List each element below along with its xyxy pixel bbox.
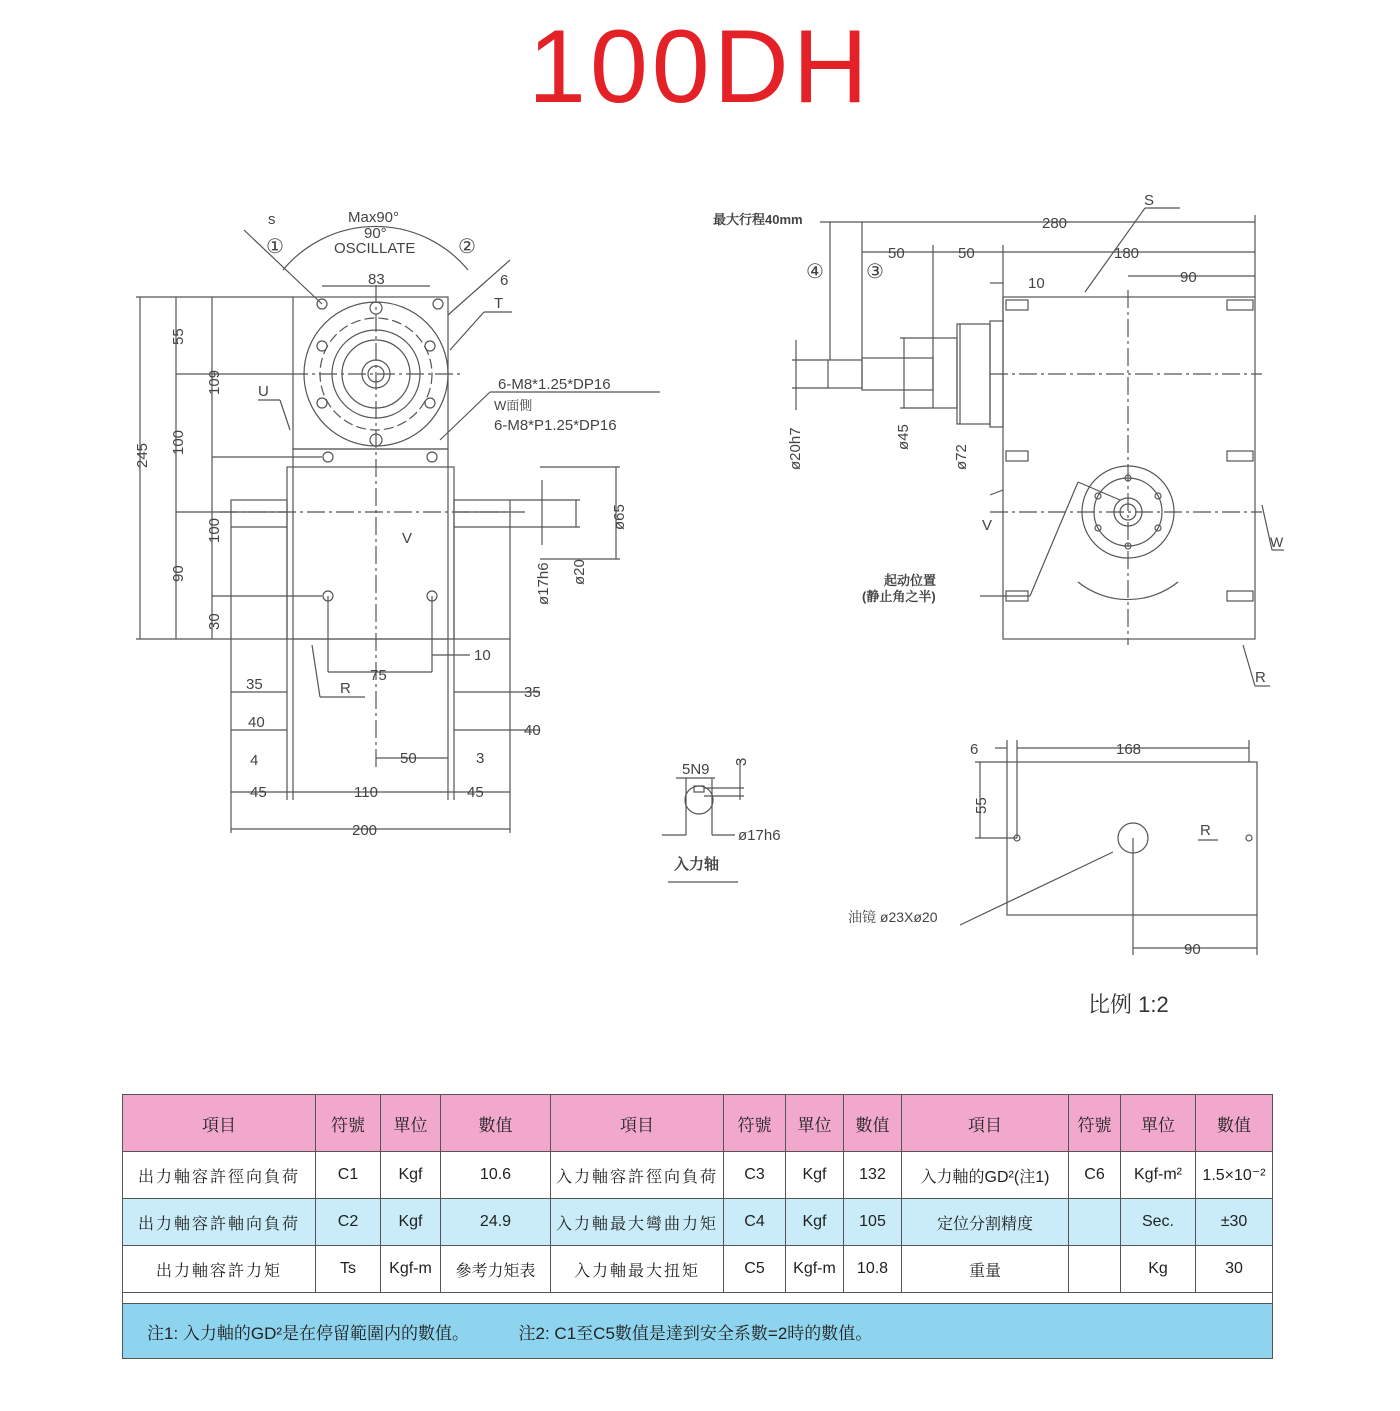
front-view-labels: [134, 209, 628, 839]
table-cell: C1: [316, 1152, 381, 1199]
header-cell: 數值: [844, 1095, 902, 1152]
label-s: s: [268, 211, 276, 228]
table-cell: C4: [724, 1199, 786, 1246]
notes-row: [123, 1304, 1273, 1359]
table-cell: C2: [316, 1199, 381, 1246]
table-cell: Kg: [1121, 1246, 1196, 1293]
label-circle4: ④: [806, 261, 824, 283]
header-cell: 單位: [1121, 1095, 1196, 1152]
table-cell: 10.6: [441, 1152, 551, 1199]
dim-6-bottom: 6: [970, 741, 979, 758]
dim-phi72: ø72: [953, 444, 970, 470]
header-cell: 符號: [724, 1095, 786, 1152]
label-S: S: [1144, 192, 1155, 209]
table-cell: C5: [724, 1246, 786, 1293]
table-cell: Sec.: [1121, 1199, 1196, 1246]
table-cell: 132: [844, 1152, 902, 1199]
input-shaft-label: 入力轴: [674, 856, 720, 873]
dim-55-bottom: 55: [973, 797, 990, 814]
table-row: [123, 1246, 1273, 1293]
table-cell: 30: [1196, 1246, 1273, 1293]
keyway-depth: 3: [733, 757, 750, 766]
header-cell: 符號: [316, 1095, 381, 1152]
w-side-label: W面側: [494, 398, 533, 413]
table-cell: 出力軸容許徑向負荷: [123, 1152, 316, 1199]
label-circle3: ③: [866, 261, 884, 283]
table-cell: 入力軸最大彎曲力矩: [551, 1199, 724, 1246]
dim-90: 90: [170, 565, 187, 582]
dim-55: 55: [170, 328, 187, 345]
table-cell: 1.5×10⁻²: [1196, 1152, 1273, 1199]
table-cell: 入力軸最大扭矩: [551, 1246, 724, 1293]
table-cell: Kgf: [786, 1199, 844, 1246]
dim-35a: 35: [246, 676, 263, 693]
table-cell: Kgf: [786, 1152, 844, 1199]
thread-spec-2: 6-M8*P1.25*DP16: [494, 417, 617, 434]
bottom-view: [960, 740, 1257, 955]
table-cell: 出力軸容許軸向負荷: [123, 1199, 316, 1246]
table-row: [123, 1152, 1273, 1199]
dim-3: 3: [476, 750, 485, 767]
dim-10: 10: [474, 647, 491, 664]
table-cell: 105: [844, 1199, 902, 1246]
start-position-label: 起动位置: [884, 573, 937, 588]
note-2: 注2: C1至C5數值是達到安全系數=2時的數值。: [518, 1323, 873, 1343]
max-stroke-label: 最大行程40mm: [713, 212, 803, 227]
table-cell: 入力軸容許徑向負荷: [551, 1152, 724, 1199]
table-cell: Kgf-m²: [1121, 1152, 1196, 1199]
header-cell: 數值: [1196, 1095, 1273, 1152]
dim-30: 30: [206, 613, 223, 630]
label-max90: Max90°: [348, 209, 400, 226]
header-cell: 單位: [786, 1095, 844, 1152]
table-cell: Kgf: [381, 1152, 441, 1199]
dim-280: 280: [1042, 215, 1068, 232]
table-cell: Kgf-m: [786, 1246, 844, 1293]
table-cell: 入力軸的GD²(注1): [902, 1152, 1069, 1199]
label-U: U: [258, 383, 269, 400]
dim-phi65: ø65: [611, 504, 628, 530]
dim-168: 168: [1116, 741, 1142, 758]
dim-83: 83: [368, 271, 385, 288]
header-cell: 項目: [551, 1095, 724, 1152]
dim-110: 110: [354, 784, 378, 801]
table-cell: 定位分割精度: [902, 1199, 1069, 1246]
table-cell: ±30: [1196, 1199, 1273, 1246]
dim-35b: 35: [524, 684, 541, 701]
bottom-view-labels: [848, 741, 1211, 958]
thread-spec-1: 6-M8*1.25*DP16: [498, 376, 611, 393]
dim-200: 200: [352, 822, 378, 839]
dim-45b: 45: [467, 784, 484, 801]
dim-phi45: ø45: [895, 424, 912, 450]
table-header-row: [123, 1095, 1273, 1152]
scale-label: 比例 1:2: [1088, 992, 1169, 1017]
label-90deg: 90°: [364, 225, 387, 242]
dim-180: 180: [1114, 245, 1140, 262]
dim-75: 75: [370, 667, 387, 684]
table-cell: 重量: [902, 1246, 1069, 1293]
table-cell: C3: [724, 1152, 786, 1199]
label-R-bottom: R: [1200, 822, 1211, 839]
table-cell: 24.9: [441, 1199, 551, 1246]
label-V: V: [402, 530, 413, 547]
header-cell: 單位: [381, 1095, 441, 1152]
label-R: R: [340, 680, 351, 697]
table-cell: [1069, 1199, 1121, 1246]
side-view-labels: [713, 192, 1284, 686]
label-circle2: ②: [458, 236, 476, 258]
dim-phi17h6: ø17h6: [535, 562, 552, 605]
dim-40b: 40: [524, 722, 541, 739]
header-cell: 數值: [441, 1095, 551, 1152]
dim-50b: 50: [958, 245, 975, 262]
page-title: 100DH: [528, 9, 872, 125]
table-row: [123, 1199, 1273, 1246]
dim-245: 245: [134, 442, 151, 468]
keyway-shaft-dia: ø17h6: [738, 827, 781, 844]
dim-6: 6: [500, 272, 509, 289]
dim-45a: 45: [250, 784, 267, 801]
dim-50a: 50: [888, 245, 905, 262]
table-cell: 出力軸容許力矩: [123, 1246, 316, 1293]
dim-40a: 40: [248, 714, 265, 731]
label-oscillate: OSCILLATE: [334, 240, 416, 257]
label-W: W: [1270, 534, 1284, 550]
dim-phi20: ø20: [571, 559, 588, 585]
dim-10-right: 10: [1028, 275, 1045, 292]
label-R-right: R: [1255, 669, 1266, 686]
header-cell: 項目: [902, 1095, 1069, 1152]
table-cell: Ts: [316, 1246, 381, 1293]
dim-50: 50: [400, 750, 417, 767]
dim-phi20h7: ø20h7: [787, 427, 804, 470]
table-cell: 參考力矩表: [441, 1246, 551, 1293]
start-position-sub: (静止角之半): [862, 589, 936, 604]
table-cell: Kgf-m: [381, 1246, 441, 1293]
table-cell: 10.8: [844, 1246, 902, 1293]
dim-109: 109: [206, 369, 223, 395]
note-1: 注1: 入力軸的GD²是在停留範圍内的數值。: [147, 1323, 470, 1343]
header-cell: 符號: [1069, 1095, 1121, 1152]
label-circle1: ①: [266, 236, 284, 258]
header-cell: 項目: [123, 1095, 316, 1152]
spec-table: [122, 1094, 1273, 1359]
table-cell: Kgf: [381, 1199, 441, 1246]
keyway-labels: [674, 758, 781, 873]
label-T: T: [494, 295, 504, 312]
oil-gauge-label: 油镜 ø23Xø20: [848, 909, 938, 925]
dim-100a: 100: [170, 429, 187, 455]
table-cell: [1069, 1246, 1121, 1293]
table-spacer: [123, 1293, 1273, 1304]
dim-100b: 100: [206, 517, 223, 543]
dim-4: 4: [250, 752, 259, 769]
table-cell: C6: [1069, 1152, 1121, 1199]
dim-90-bottom: 90: [1184, 941, 1201, 958]
keyway-width: 5N9: [682, 761, 710, 778]
dim-90-right: 90: [1180, 269, 1197, 286]
label-V-right: V: [982, 517, 993, 534]
